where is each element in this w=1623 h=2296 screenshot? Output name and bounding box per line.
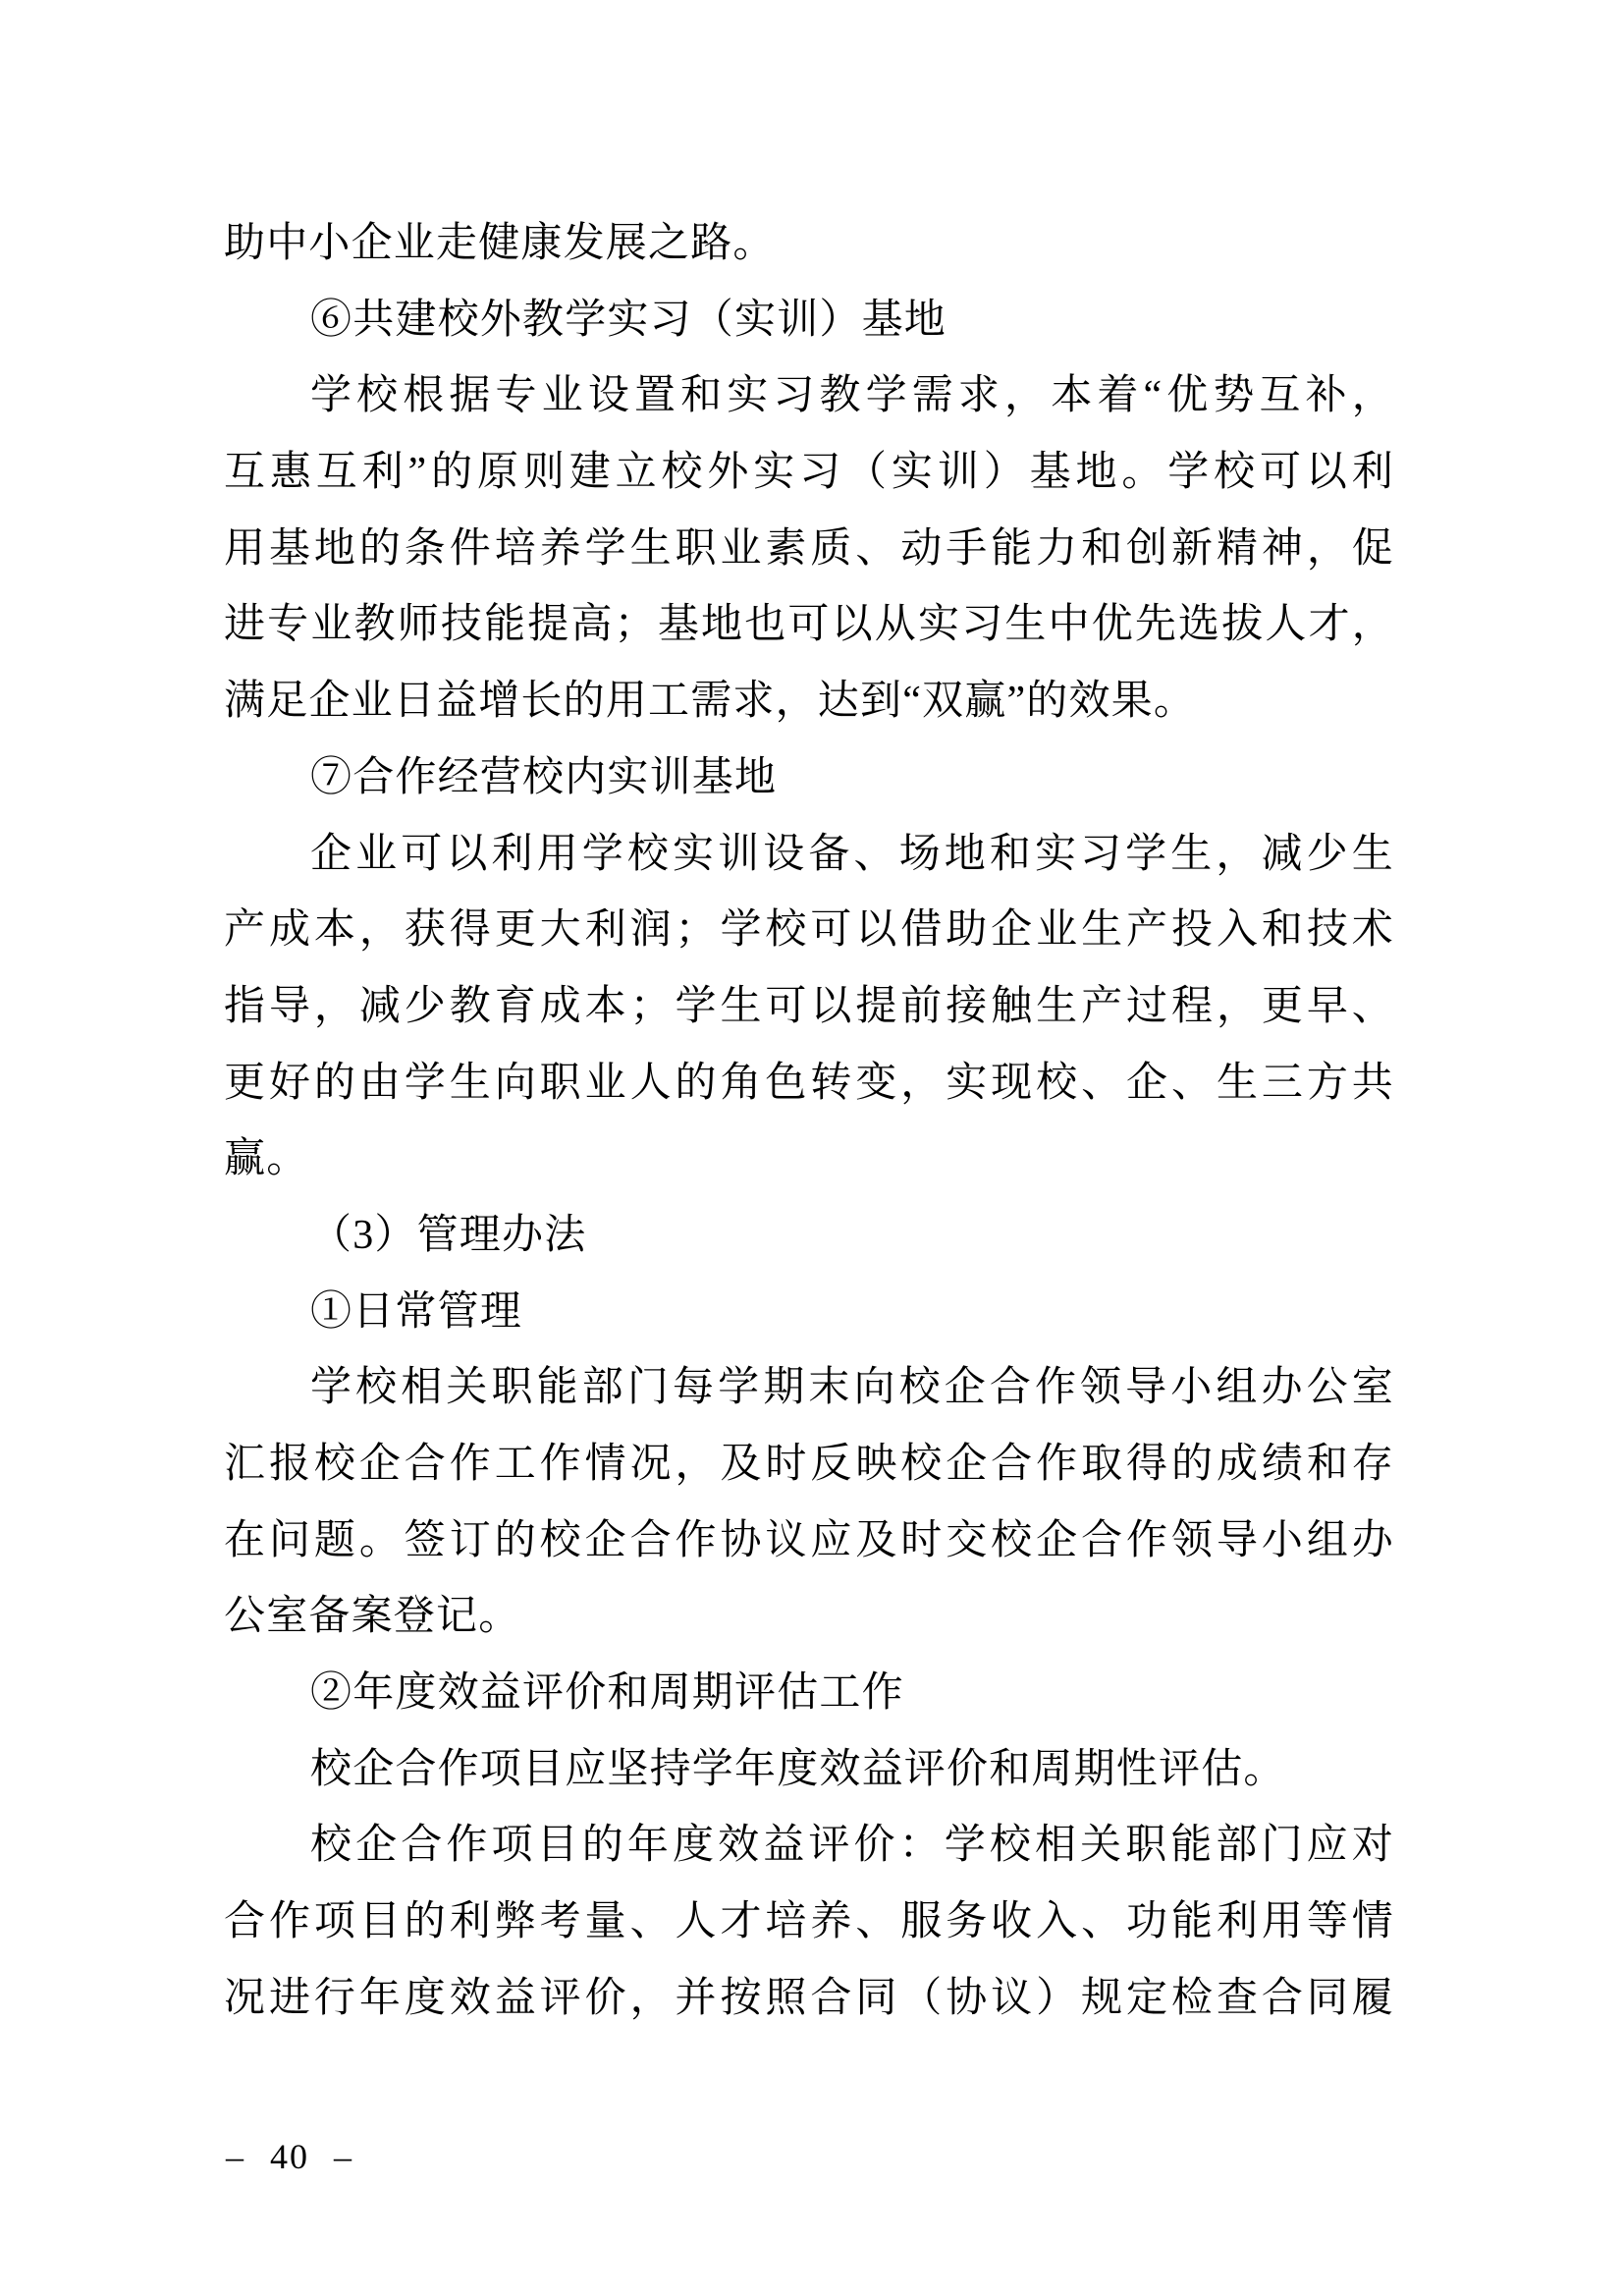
body-line: 用基地的条件培养学生职业素质、动手能力和创新精神，促 xyxy=(224,525,1394,572)
page-number: – 40 – xyxy=(226,2137,353,2176)
body-line: 进专业教师技能提高；基地也可以从实习生中优先选拔人才， xyxy=(224,602,1394,648)
body-line: 指导，减少教育成本；学生可以提前接触生产过程，更早、 xyxy=(224,983,1394,1029)
body-line: 校企合作项目应坚持学年度效益评价和周期性评估。 xyxy=(310,1746,1286,1792)
heading-line: ⑥共建校外教学实习（实训）基地 xyxy=(310,297,947,343)
text-block xyxy=(224,206,1394,2038)
body-line: 公室备案登记。 xyxy=(224,1594,521,1640)
body-line: 满足企业日益增长的用工需求，达到“双赢”的效果。 xyxy=(224,679,1197,725)
body-line: 企业可以利用学校实训设备、场地和实习学生，减少生 xyxy=(310,831,1394,877)
body-line: 合作项目的利弊考量、人才培养、服务收入、功能利用等情 xyxy=(224,1899,1394,1945)
heading-line: ②年度效益评价和周期评估工作 xyxy=(310,1670,904,1717)
body-line: 况进行年度效益评价，并按照合同（协议）规定检查合同履 xyxy=(224,1975,1394,2021)
body-line: 更好的由学生向职业人的角色转变，实现校、企、生三方共 xyxy=(224,1060,1394,1106)
body-line: 学校相关职能部门每学期末向校企合作领导小组办公室 xyxy=(310,1365,1394,1411)
body-line: 汇报校企合作工作情况，及时反映校企合作取得的成绩和存 xyxy=(224,1442,1394,1487)
heading-line: （3）管理办法 xyxy=(310,1212,587,1258)
body-line: 互惠互利”的原则建立校外实习（实训）基地。学校可以利 xyxy=(224,450,1394,496)
body-line: 产成本，获得更大利润；学校可以借助企业生产投入和技术 xyxy=(224,907,1394,954)
heading-line: ⑦合作经营校内实训基地 xyxy=(310,754,778,800)
body-line: 学校根据专业设置和实习教学需求，本着“优势互补， xyxy=(310,373,1394,419)
heading-line: ①日常管理 xyxy=(310,1288,523,1335)
body-line: 在问题。签订的校企合作协议应及时交校企合作领导小组办 xyxy=(224,1517,1394,1563)
body-line: 助中小企业走健康发展之路。 xyxy=(224,221,776,266)
body-line: 校企合作项目的年度效益评价：学校相关职能部门应对 xyxy=(310,1823,1394,1869)
body-line: 赢。 xyxy=(224,1136,309,1182)
